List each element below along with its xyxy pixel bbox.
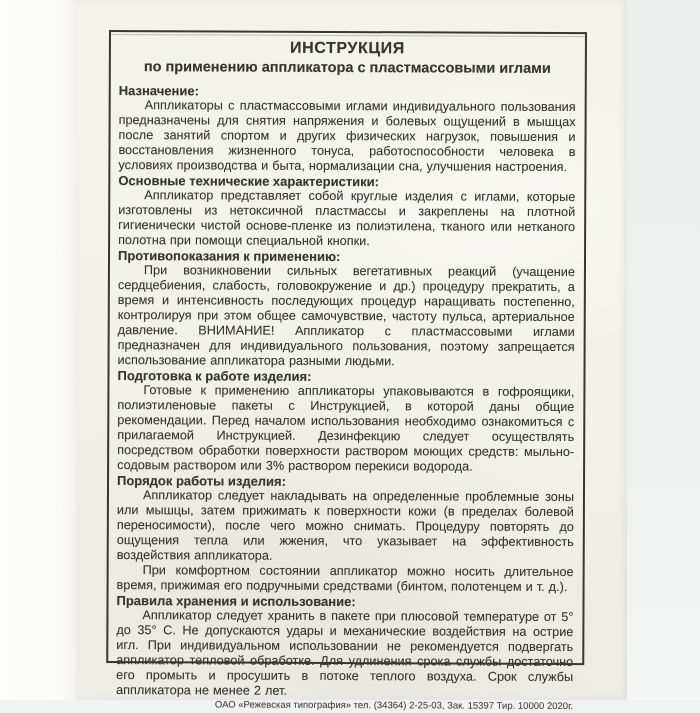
backdrop-right-edge — [627, 0, 700, 700]
section-heading: Противопоказания к применению: — [117, 248, 341, 265]
instruction-box — [106, 30, 587, 713]
backdrop-left-edge — [0, 0, 76, 700]
section-heading: Основные технические характеристики: — [118, 173, 380, 190]
section-heading: Правила хранения и использование: — [116, 593, 356, 610]
paper-sheet — [76, 0, 627, 713]
section-heading: Назначение: — [118, 83, 199, 99]
section-usage-order — [117, 473, 575, 595]
printer-imprint: ОАО «Режевская типография» тел. (34364) 2-25-03, Зак. 15397 Тир. 10000 2020г. — [214, 699, 574, 713]
section-contraindications — [118, 248, 576, 370]
section-paragraph: Готовые к применению аппликаторы упаковываются в гофроящики, полиэтиленовые пакеты с Инструкцией, в которой даны общие рекомендации. Перед началом использования необходимо ознакомиться с прилагаемой Инструкцией. Дезинфекцию следует осуществлять посредством обработки поверхности раствором моющих средств: мыльно-содовым раствором или 3% раствором перекиси водорода. — [117, 383, 575, 474]
section-paragraph: При комфортном состоянии аппликатор можно носить длительное время, прижимая его подручными средствами (бинтом, полотенцем и т. д.). — [116, 563, 574, 595]
section-paragraph: При возникновении сильных вегетативных реакций (учащение сердцебиения, слабость, головокружение и др.) процедуру прекратить, а время и интенсивность последующих процедур наращивать постепенно, контролируя при этом общее самочувствие, частоту пульса, артериальное давление. ВНИМАНИЕ! Аппликатор с пластмассовыми иглами предназначен для индивидуального пользования, поэтому запрещается использование аппликатора разными людьми. — [117, 263, 575, 369]
section-specs — [118, 173, 575, 250]
section-preparation — [117, 368, 574, 475]
section-paragraph: Аппликатор следует накладывать на определенные проблемные зоны или мышцы, затем прижимать к поверхности кожи (в пределах болевой переносимости), после чего можно снимать. Процедуру повторять до ощущения тепла или жжения, что указывает на эффективность воздействия аппликатора. — [116, 488, 574, 563]
section-heading: Подготовка к работе изделия: — [117, 368, 312, 384]
section-paragraph: Аппликатор представляет собой круглые изделия с иглами, которые изготовлены из нетоксичной пластмассы и закреплены на плотной гигиенически чистой основе-пленке из полиэтилена, тканого или нетканого полотна при помощи специальной кнопки. — [118, 188, 576, 249]
section-paragraph: Аппликаторы с пластмассовыми иглами индивидуального пользования предназначены для снятия напряжения и болевых ощущений в мышцах после занятий спортом и других физических нагрузок, повышения и восстановления жизненного тонуса, работоспособности человека в условиях производства и быта, нормализации сна, улучшения настроения. — [118, 98, 576, 175]
section-heading: Порядок работы изделия: — [117, 473, 287, 489]
section-paragraph: Аппликатор следует хранить в пакете при плюсовой температуре от 5° до 35° С. Не допускаются удары и механические воздействия на острие игл. При индивидуальном использовании не рекомендуется подвергать аппликатор тепловой обработке. Для удлинения срока службы достаточно его промыть и просушить в потоке теплого воздуха. Срок службы аппликатора не менее 2 лет. — [116, 608, 574, 698]
document-subtitle: по применению аппликатора с пластмассовыми иглами — [143, 59, 551, 77]
section-storage-rules — [116, 593, 573, 700]
section-purpose — [118, 83, 575, 175]
document-title: ИНСТРУКЦИЯ — [289, 39, 405, 58]
